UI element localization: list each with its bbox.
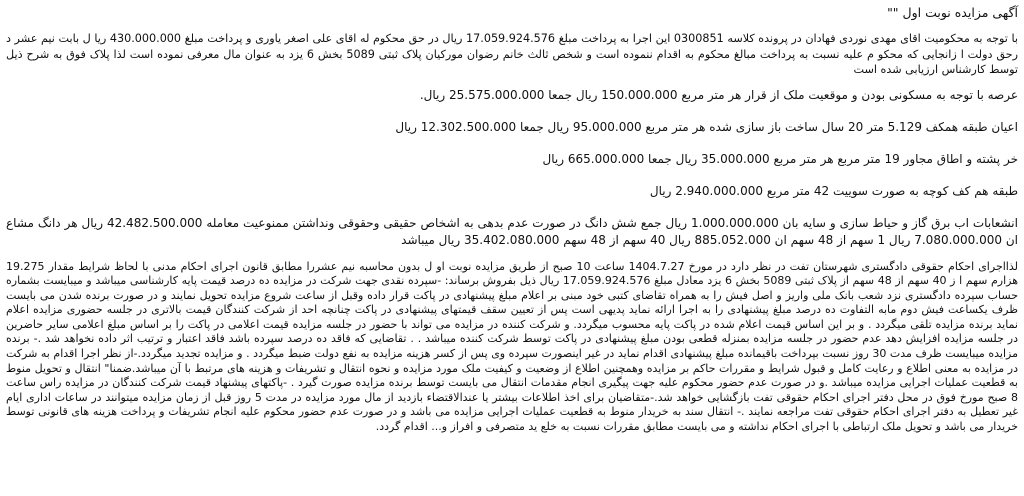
auction-terms-paragraph: لذااجرای احکام حقوقی دادگستری شهرستان تفت در نظر دارد در مورخ 1404.7.27 ساعت 10 صبح از طریق مزایده نوبت او ل بدون محاسبه نیم عشررا مطابق قانون اجرای احکام مدنی با لحاظ شرایط مقدار 19.275 هزارم سهم ا ز 40 سهم از 48 سهم از پلاک ثبتی 5089 بخش 6 یزد معادل مبلغ 17.059.924.576 ریال ذیل بفروش برساند: -سپرده نقدی جهت شرکت در مزایده ده درصد قیمت پایه کارشناسی میباشد و میبایست بشماره حساب سپرده دادگستری نزد شعب بانک ملی واریز و اصل فیش را به همراه تقاضای کتبی خود مبنی بر اعلام مبلغ پیشنهادی در پاکت قرار داده وقبل از ساعت شروع مزایده تحویل نمایند و در صورت برنده شدن می بایست ظرف یکساعت فیش دوم مابه التفاوت ده درصد مبلغ پیشنهادی را به اجرا ارائه نماید پدیهی است پس از تعیین سقف قیمتهای پیشنهادی در پاکت چنانچه احد از شرکت کنندگان قیمت بالاتری در جلسه حضوری مزایده اعلام نماید برنده مزایده تلقی میگردد . و بر این اساس قیمت اعلام شده در پاکت پایه محسوب میگردد. و شرکت کننده در مزایده می تواند با حضور در جلسه مزایده قیمت اعلامی در پاکت را بر اساس مبلغ اعلامی سایر حاضرین در جلسه مزایده افزایش دهد عدم حضور در جلسه مزایده بمنزله قطعی بودن مبلغ پیشنهادی در پاکت توسط شرکت کننده میباشد . . تقاضایی که فاقد ده درصد سپرده باشد فاقد اعتبار و ترتیب اثر داده نخواهد شد .- برنده مزایده میبایست ظرف مدت 30 روز نسبت بپرداخت باقیمانده مبلغ پیشنهادی اقدام نماید در غیر اینصورت سپرده وی پس از کسر هزینه مزایده به نفع دولت ضبط میگردد . و مزایده تجدید میگردد.-از نظر اجرا اقدام به شرکت در مزایده به معنی اطلاع و رعایت کامل و قبول شرایط و مقررات حاکم بر مزایده وهمچنین اطلاع از وضعیت و کیفیت ملک مورد مزایده و نحوه انتقال و تشریفات و هزینه های مرتبط با آن میباشد.ضمنا" انتقال و تحویل منوط به قطعیت عملیات اجرایی مزایده میباشد .و در صورت عدم حضور محکوم علیه جهت پیگیری انجام مقدمات انتقال می بایست توسط برنده مزایده صورت گیرد . -پاکتهای پیشنهاد قیمت شرکت کنندگان در مزایده راس ساعت 8 صبح مورخ فوق در محل دفتر اجرای احکام حقوقی تفت بازگشایی خواهد شد.-متقاضیان برای اخذ اطلاعات بیشتر یا عندالاقتضاء بازدید از مال مورد مزایده در مدت 5 روز قبل از زمان مزایده میتوانند در ساعات اداری ایام غیر تعطیل به دفتر اجرای احکام حقوقی تفت مراجعه نمایند .- انتقال سند به خریدار منوط به قطعیت عملیات اجرایی مزایده می باشد و در صورت عدم حضور محکوم علیه انجام تشریفات و پرداخت هزینه های قانونی توسط خریدار می باشد و تحویل ملک ارتباطی با اجرای احکام نداشته و می بایست مطابق مقررات نسبت به خلع ید متصرفی و افراز و... اقدام گردد. [6, 259, 1019, 434]
valuation-item-suite: طبقه هم کف کوچه به صورت سوییت 42 متر مربع 2.940.000.000 ریال [649, 183, 1018, 198]
intro-paragraph: با توجه به محکومیت اقای مهدی نوردی فهادان در پرونده کلاسه 0300851 این اجرا به پرداخت مبلغ 17.059.924.576 ریال در حق محکوم له اقای علی اصغر یاوری و پرداخت مبلغ 430.000.000 ریا ل بابت نیم عشر د رحق دولت ا زانجایی که محکو م علیه نسبت به پرداخت مبالغ محکوم به اقدام ننموده است و شخص ثالث خانم رضوان مورکیان پلاک ثبتی 5089 بخش 6 یزد به عنوان مال معرفی نموده است لذا پلاک فوق به شرح ذیل توسط کارشناس ارزیابی شده است [6, 32, 1018, 76]
valuation-item-utilities-total: انشعابات اب برق گاز و حیاط سازی و سایه بان 1.000.000.000 ریال جمع شش دانگ در صورت عدم بدهی به اشخاص حقیقی وحقوقی ونداشتن ممنوعیت معامله 42.482.500.000 ریال هر دانگ مشاع ان 7.080.000.000 ریال 1 سهم از 48 سهم ان 885.052.000 ریال 40 سهم از 48 سهم 35.402.080.000 ریال میباشد [6, 215, 1018, 247]
valuation-items [6, 87, 1018, 249]
valuation-item-roof-room: خر پشته و اطاق مجاور 19 متر مربع هر متر مربع 35.000.000 ریال جمعا 665.000.000 ریال [542, 151, 1018, 166]
valuation-item-land: عرصه با توجه به مسکونی بودن و موقعیت ملک از قرار هر متر مربع 150.000.000 ریال جمعا 25.575.000.000 ریال. [419, 87, 1018, 102]
notice-title: آگهی مزایده نوبت اول "" [887, 5, 1018, 20]
valuation-item-ground-floor: اعیان طبقه همکف 5.129 متر 20 سال ساخت باز سازی شده هر متر مربع 95.000.000 ریال جمعا 12.302.500.000 ریال [395, 119, 1018, 134]
